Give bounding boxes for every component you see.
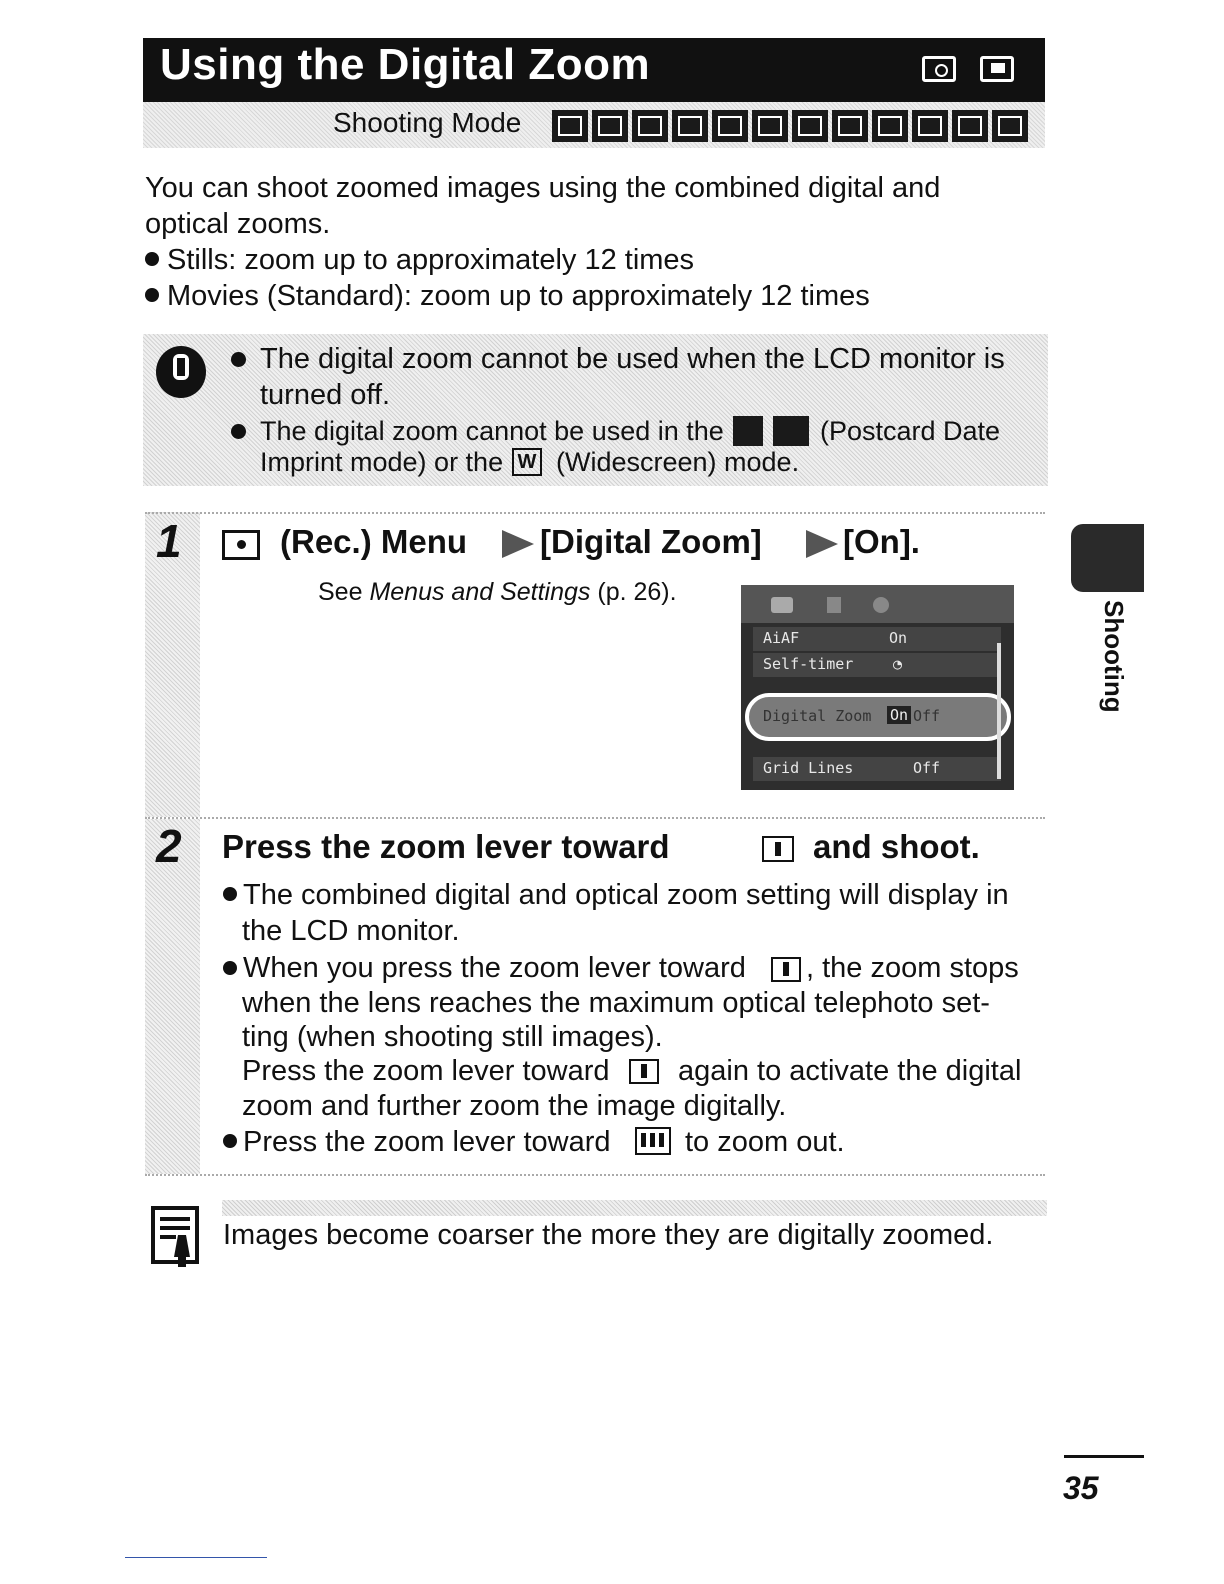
step-2-bullet-2-text-a: When you press the zoom lever toward — [243, 952, 746, 984]
lcd-camera-tab-icon — [771, 597, 793, 613]
lcd-digital-zoom-label: Digital Zoom — [763, 707, 872, 725]
lcd-digital-zoom-off: Off — [913, 707, 941, 725]
caution-item-1-line-2: turned off. — [260, 379, 391, 411]
lcd-self-timer-label: Self-timer — [763, 655, 854, 673]
lcd-mymenu-tab-icon — [873, 597, 889, 613]
bullet-icon — [145, 252, 159, 266]
manual-mode-icon — [592, 110, 628, 142]
rec-menu-icon — [222, 530, 260, 560]
page-number-rule — [1064, 1455, 1144, 1458]
step-1-divider — [145, 512, 1045, 516]
bullet-icon — [145, 288, 159, 302]
night-mode-icon — [712, 110, 748, 142]
step-1-number: 1 — [156, 515, 182, 567]
portrait-mode-icon — [632, 110, 668, 142]
bullet-icon — [223, 961, 237, 975]
arrow-right-icon — [502, 530, 534, 558]
chapter-side-tab — [1071, 524, 1144, 592]
lcd-menu-screenshot — [741, 585, 1014, 790]
step-2-bullet-2-text-b: , the zoom stops — [806, 952, 1019, 984]
wide-angle-icon — [635, 1127, 671, 1155]
movie-mode-icon — [980, 56, 1014, 82]
step-2-bullet-3-text-b: to zoom out. — [685, 1126, 845, 1158]
step-2-bullet-3-text-a: Press the zoom lever toward — [243, 1126, 611, 1158]
step-2-bullet-2-line-2: when the lens reaches the maximum optical telephoto set- — [242, 987, 990, 1019]
lcd-grid-lines-value: Off — [913, 759, 941, 777]
bullet-icon — [223, 1134, 237, 1148]
indoor-mode-icon — [792, 110, 828, 142]
lcd-aiaf-value: On — [889, 629, 908, 647]
step-1-see-reference: See Menus and Settings (p. 26). — [318, 578, 677, 606]
lcd-scrollbar — [997, 643, 1001, 779]
telephoto-icon — [629, 1059, 659, 1084]
intro-line-2: optical zooms. — [145, 208, 331, 240]
telephoto-icon — [762, 836, 794, 862]
step-1-heading-digital-zoom: [Digital Zoom] — [540, 523, 762, 560]
lcd-setup-tab-icon — [827, 597, 841, 613]
date-imprint-icon — [773, 416, 809, 446]
step-2-divider — [145, 817, 1045, 821]
caution-item-2-text-c: Imprint mode) or the — [260, 447, 504, 477]
caution-item-2-text-b: (Postcard Date — [820, 416, 1001, 446]
step-2-heading-a: Press the zoom lever toward — [222, 828, 670, 865]
step-2-bullet-2-line-5: zoom and further zoom the image digitally. — [242, 1090, 787, 1122]
step-2-bottom-divider — [145, 1174, 1045, 1178]
arrow-right-icon — [806, 530, 838, 558]
caution-item-1-line-1: The digital zoom cannot be used when the LCD monitor is — [260, 343, 1005, 375]
kids-pets-mode-icon — [752, 110, 788, 142]
shooting-mode-label: Shooting Mode — [333, 107, 522, 138]
beach-mode-icon — [872, 110, 908, 142]
intro-bullet-stills: Stills: zoom up to approximately 12 times — [167, 244, 695, 276]
step-2-bullet-2-line-4-b: again to activate the digital — [678, 1055, 1022, 1087]
lcd-digital-zoom-on: On — [887, 706, 911, 724]
fireworks-mode-icon — [912, 110, 948, 142]
movie-scene-icon — [992, 110, 1028, 142]
chapter-label: Shooting — [1099, 600, 1129, 713]
page-title: Using the Digital Zoom — [160, 40, 651, 89]
auto-mode-icon — [552, 110, 588, 142]
intro-line-1: You can shoot zoomed images using the combined digital and — [145, 172, 941, 204]
widescreen-icon: W — [512, 448, 542, 476]
step-2-bullet-1-line-1: The combined digital and optical zoom setting will display in — [243, 879, 1009, 911]
step-2-heading-b: and shoot. — [813, 828, 980, 865]
camera-mode-icon — [922, 56, 956, 82]
intro-bullet-movies: Movies (Standard): zoom up to approximately 12 times — [167, 280, 870, 312]
caution-item-2-text-d: (Widescreen) mode. — [556, 447, 800, 477]
telephoto-icon — [771, 957, 801, 982]
note-shade-band — [222, 1200, 1047, 1216]
underwater-mode-icon — [952, 110, 988, 142]
note-text: Images become coarser the more they are digitally zoomed. — [223, 1219, 994, 1251]
lcd-aiaf-label: AiAF — [763, 629, 800, 647]
page-number: 35 — [1063, 1470, 1099, 1506]
step-2-bullet-2-line-4-a: Press the zoom lever toward — [242, 1055, 610, 1087]
bullet-icon — [231, 424, 246, 439]
step-1-heading-on: [On]. — [843, 523, 920, 560]
note-memo-icon — [150, 1205, 202, 1269]
snow-mode-icon — [832, 110, 868, 142]
bottom-rule — [125, 1557, 267, 1558]
postcard-icon — [733, 416, 763, 446]
bullet-icon — [231, 352, 246, 367]
step-2-bullet-2-line-3: ting (when shooting still images). — [242, 1021, 663, 1053]
step-1-heading-rec-menu: (Rec.) Menu — [280, 523, 468, 560]
landscape-mode-icon — [672, 110, 708, 142]
lcd-timer-icon: ◔ — [893, 655, 903, 673]
step-2-number: 2 — [156, 820, 182, 872]
caution-item-2-text-a: The digital zoom cannot be used in the — [260, 416, 724, 446]
caution-icon — [153, 344, 209, 400]
step-2-bullet-1-line-2: the LCD monitor. — [242, 915, 460, 947]
lcd-grid-lines-label: Grid Lines — [763, 759, 854, 777]
bullet-icon — [223, 887, 237, 901]
